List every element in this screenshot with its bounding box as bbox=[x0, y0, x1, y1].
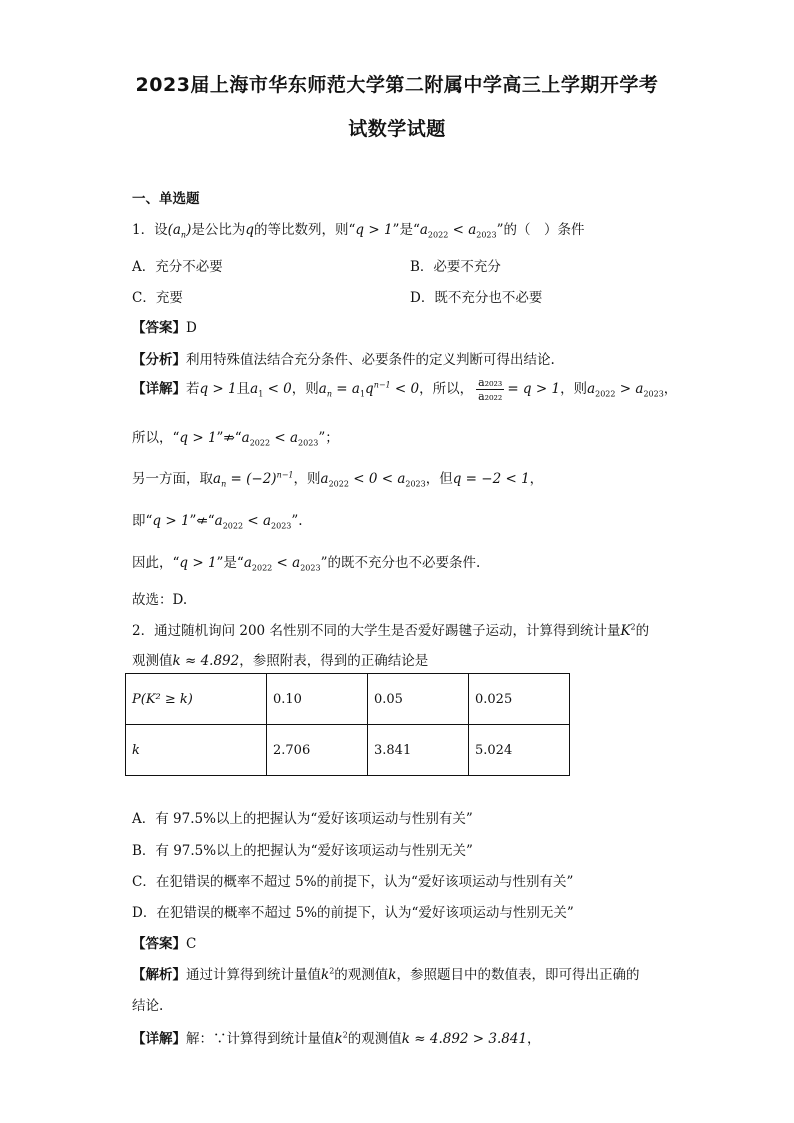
q2-analysis-line1: 【解析】通过计算得到统计量值$k^2$的观测值k，参照题目中的数值表，即可得出正确的 bbox=[132, 966, 640, 983]
q1-option-b: B．必要不充分 bbox=[410, 259, 501, 275]
q2-stem-line1: 2．通过随机询问 200 名性别不同的大学生是否爱好踢毽子运动，计算得到统计量$K^2$的 bbox=[132, 622, 650, 639]
table-row bbox=[126, 674, 570, 725]
q1-analysis: 【分析】利用特殊值法结合充分条件、必要条件的定义判断可得出结论. bbox=[132, 352, 555, 368]
table-cell: P(K² ≥ k) bbox=[126, 674, 267, 725]
table-cell: 0.05 bbox=[368, 674, 469, 725]
q2-option-d: D．在犯错误的概率不超过 5%的前提下，认为“爱好该项运动与性别无关” bbox=[132, 905, 574, 921]
table-cell: 5.024 bbox=[469, 725, 570, 776]
q2-analysis-line2: 结论. bbox=[132, 998, 164, 1014]
q1-stem: 1．设$(a_n)$是公比为q的等比数列，则“q > 1”是“$a_{2022} < a_{2023}$”的（ ）条件 bbox=[132, 222, 585, 240]
q1-detail-line1: 【详解】若q > 1且$a_1 < 0$，则$a_n = a_1q^{n-1} < 0$，所以， $\frac{\text{a₂₀₂₃}}{\text{a₂₀₂₂}}$ = q > 1，则$a_{2022} > a_{2023}$， bbox=[132, 376, 678, 403]
q1-option-c: C．充要 bbox=[132, 290, 183, 306]
table-cell: 2.706 bbox=[267, 725, 368, 776]
q1-detail-line3: 另一方面，取$a_n = (-2)^{n-1}$，则$a_{2022} < 0 < a_{2023}$，但q = −2 < 1， bbox=[132, 470, 544, 489]
table-cell: 3.841 bbox=[368, 725, 469, 776]
q2-answer: 【答案】C bbox=[132, 936, 197, 952]
table-row bbox=[126, 725, 570, 776]
q2-option-a: A．有 97.5%以上的把握认为“爱好该项运动与性别有关” bbox=[132, 811, 473, 827]
q2-option-c: C．在犯错误的概率不超过 5%的前提下，认为“爱好该项运动与性别有关” bbox=[132, 874, 574, 890]
q1-detail-line5: 因此，“q > 1”是“$a_{2022} < a_{2023}$”的既不充分也不必要条件. bbox=[132, 555, 481, 573]
table-cell: k bbox=[126, 725, 267, 776]
section-heading: 一、单选题 bbox=[132, 191, 200, 207]
doc-title-line2: 试数学试题 bbox=[348, 118, 446, 140]
q1-option-a: A．充分不必要 bbox=[132, 259, 223, 275]
q2-option-b: B．有 97.5%以上的把握认为“爱好该项运动与性别无关” bbox=[132, 843, 473, 859]
q1-answer: 【答案】D bbox=[132, 320, 197, 336]
doc-title-line1: 2023届上海市华东师范大学第二附属中学高三上学期开学考 bbox=[135, 74, 659, 96]
q2-stem-line2: 观测值k ≈ 4.892，参照附表，得到的正确结论是 bbox=[132, 653, 429, 669]
table-cell: 0.10 bbox=[267, 674, 368, 725]
q2-detail: 【详解】解：∵计算得到统计量值$k^2$的观测值k ≈ 4.892 > 3.841， bbox=[132, 1030, 541, 1047]
q1-detail-line2: 所以，“$q > 1”⇏“a_{2022} < a_{2023}$”； bbox=[132, 430, 339, 448]
q1-conclusion: 故选：D. bbox=[132, 592, 188, 608]
q1-detail-line4: 即“$q > 1”⇍“a_{2022} < a_{2023}$”. bbox=[132, 513, 303, 531]
q1-option-d: D．既不充分也不必要 bbox=[410, 290, 543, 306]
critical-value-table bbox=[125, 673, 570, 776]
table-cell: 0.025 bbox=[469, 674, 570, 725]
ratio-fraction: $\frac{\text{a₂₀₂₃}}{\text{a₂₀₂₂}}$ bbox=[478, 376, 503, 403]
